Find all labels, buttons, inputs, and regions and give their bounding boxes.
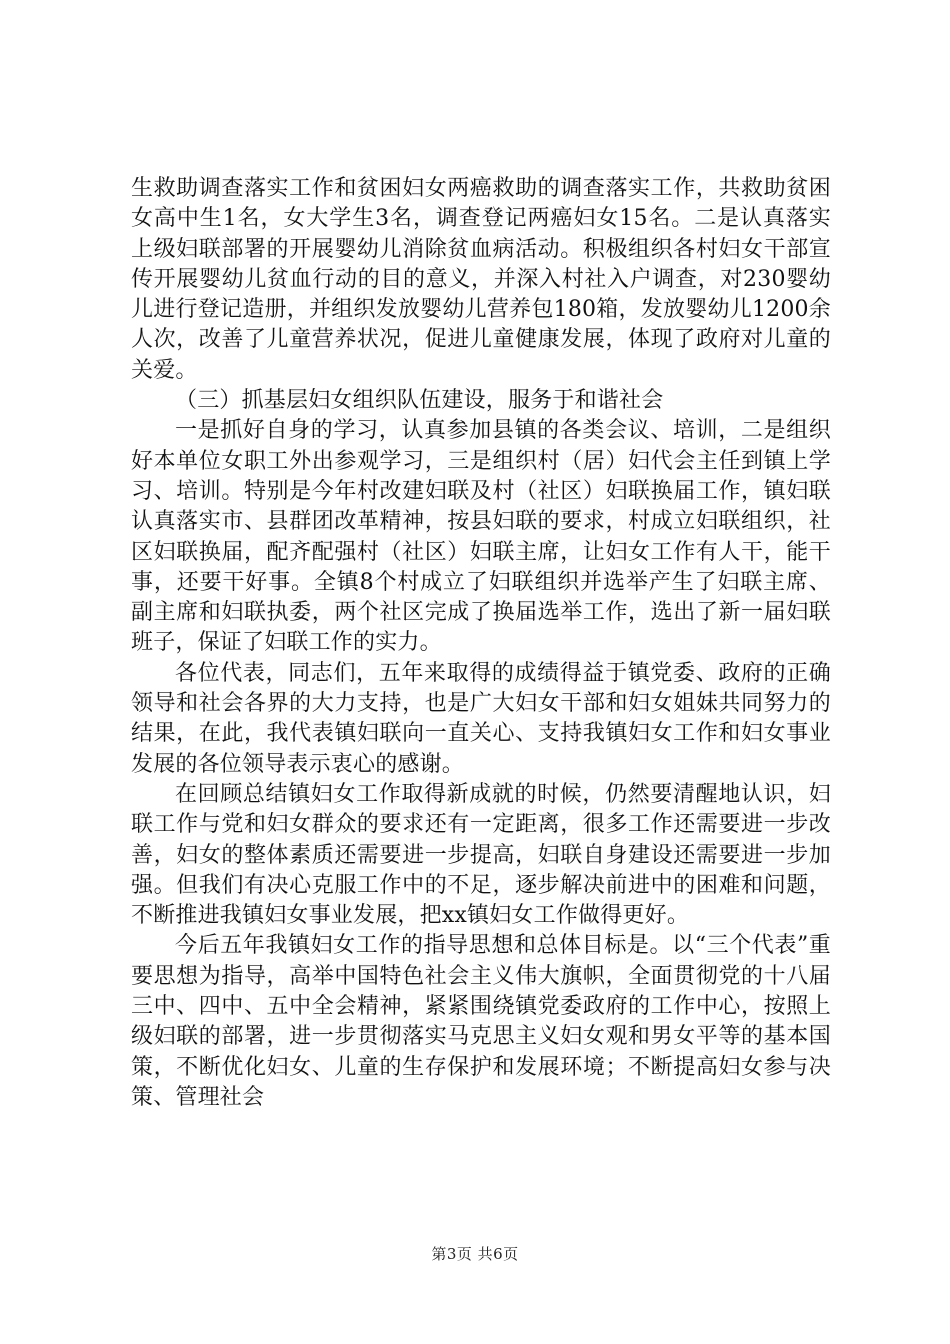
document-body [131,174,831,1113]
paragraph: 各位代表，同志们，五年来取得的成绩得益于镇党委、政府的正确领导和社会各界的大力支持，也是广大妇女干部和妇女姐妹共同努力的结果，在此，我代表镇妇联向一直关心、支持我镇妇女工作和妇女事业发展的各位领导表示衷心的感谢。 [131,660,831,777]
paragraph: 在回顾总结镇妇女工作取得新成就的时候，仍然要清醒地认识，妇联工作与党和妇女群众的要求还有一定距离，很多工作还需要进一步改善，妇女的整体素质还需要进一步提高，妇联自身建设还需要进一步加强。但我们有决心克服工作中的不足，逐步解决前进中的困难和问题，不断推进我镇妇女事业发展，把xx镇妇女工作做得更好。 [131,781,831,929]
paragraph-continuation: 生救助调查落实工作和贫困妇女两癌救助的调查落实工作，共救助贫困女高中生1名，女大学生3名，调查登记两癌妇女15名。二是认真落实上级妇联部署的开展婴幼儿消除贫血病活动。积极组织各村妇女干部宣传开展婴幼儿贫血行动的目的意义，并深入村社入户调查，对230婴幼儿进行登记造册，并组织发放婴幼儿营养包180箱，发放婴幼儿1200余人次，改善了儿童营养状况，促进儿童健康发展，体现了政府对儿童的关爱。 [131,176,831,383]
paragraph: 今后五年我镇妇女工作的指导思想和总体目标是。以“三个代表”重要思想为指导，高举中国特色社会主义伟大旗帜，全面贯彻党的十八届三中、四中、五中全会精神，紧紧围绕镇党委政府的工作中心，按照上级妇联的部署，进一步贯彻落实马克思主义妇女观和男女平等的基本国策，不断优化妇女、儿童的生存保护和发展环境；不断提高妇女参与决策、管理社会 [131,933,831,1110]
page-number-footer: 第3页 共6页 [431,1245,519,1263]
section-heading: （三）抓基层妇女组织队伍建设，服务于和谐社会 [175,388,664,414]
paragraph: 一是抓好自身的学习，认真参加县镇的各类会议、培训，二是组织好本单位女职工外出参观学习，三是组织村（居）妇代会主任到镇上学习、培训。特别是今年村改建妇联及村（社区）妇联换届工作，镇妇联认真落实市、县群团改革精神，按县妇联的要求，村成立妇联组织，社区妇联换届，配齐配强村（社区）妇联主席，让妇女工作有人干，能干事，还要干好事。全镇8个村成立了妇联组织并选举产生了妇联主席、副主席和妇联执委，两个社区完成了换届选举工作，选出了新一届妇联班子，保证了妇联工作的实力。 [131,418,831,656]
